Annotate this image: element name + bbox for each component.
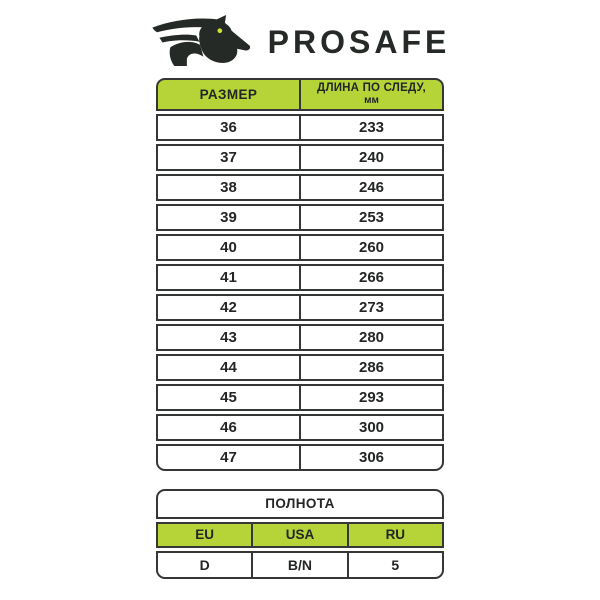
length-cell: 280 (299, 326, 442, 349)
size-cell: 39 (220, 209, 237, 226)
size-table-row (156, 324, 444, 351)
size-table-row (156, 264, 444, 291)
size-cell: 47 (220, 449, 237, 466)
width-table-value-row (156, 551, 444, 579)
length-header-line1: ДЛИНА ПО СЛЕДУ, (317, 81, 426, 94)
length-cell: 246 (299, 176, 442, 199)
width-value-cell: D (199, 557, 210, 573)
size-cell: 42 (220, 299, 237, 316)
width-value-cell: B/N (251, 553, 346, 577)
size-table (156, 78, 444, 471)
length-cell: 266 (299, 266, 442, 289)
width-header-cell: RU (347, 524, 442, 546)
brand-logo (0, 12, 600, 72)
size-cell: 45 (220, 389, 237, 406)
length-cell: 240 (299, 146, 442, 169)
length-cell: 293 (299, 386, 442, 409)
length-cell: 253 (299, 206, 442, 229)
brand-name: PROSAFE (267, 24, 451, 60)
size-table-row (156, 414, 444, 441)
size-cell: 38 (220, 179, 237, 196)
rhino-icon (150, 14, 252, 71)
size-cell: 41 (220, 269, 237, 286)
size-table-body (156, 114, 444, 471)
length-cell: 306 (299, 446, 442, 469)
width-table-title: ПОЛНОТА (265, 496, 335, 512)
size-cell: 43 (220, 329, 237, 346)
size-cell: 36 (220, 119, 237, 136)
size-cell: 40 (220, 239, 237, 256)
size-cell: 46 (220, 419, 237, 436)
length-cell: 233 (299, 116, 442, 139)
size-table-row (156, 234, 444, 261)
size-column-header: РАЗМЕР (199, 86, 258, 102)
width-table (156, 489, 444, 579)
size-table-row (156, 204, 444, 231)
length-header-line2: мм (364, 95, 379, 107)
length-column-header (299, 80, 442, 109)
length-cell: 300 (299, 416, 442, 439)
width-value-cell: 5 (347, 553, 442, 577)
size-table-row (156, 114, 444, 141)
size-table-row (156, 384, 444, 411)
size-cell: 37 (220, 149, 237, 166)
size-table-row (156, 444, 444, 471)
size-table-row (156, 174, 444, 201)
size-table-row (156, 144, 444, 171)
width-table-header-row (156, 522, 444, 548)
width-table-title-row (156, 489, 444, 519)
width-header-cell: EU (195, 527, 215, 543)
length-cell: 260 (299, 236, 442, 259)
size-table-row (156, 354, 444, 381)
size-table-header-row (156, 78, 444, 111)
length-cell: 273 (299, 296, 442, 319)
length-cell: 286 (299, 356, 442, 379)
size-table-row (156, 294, 444, 321)
width-header-cell: USA (251, 524, 346, 546)
size-cell: 44 (220, 359, 237, 376)
